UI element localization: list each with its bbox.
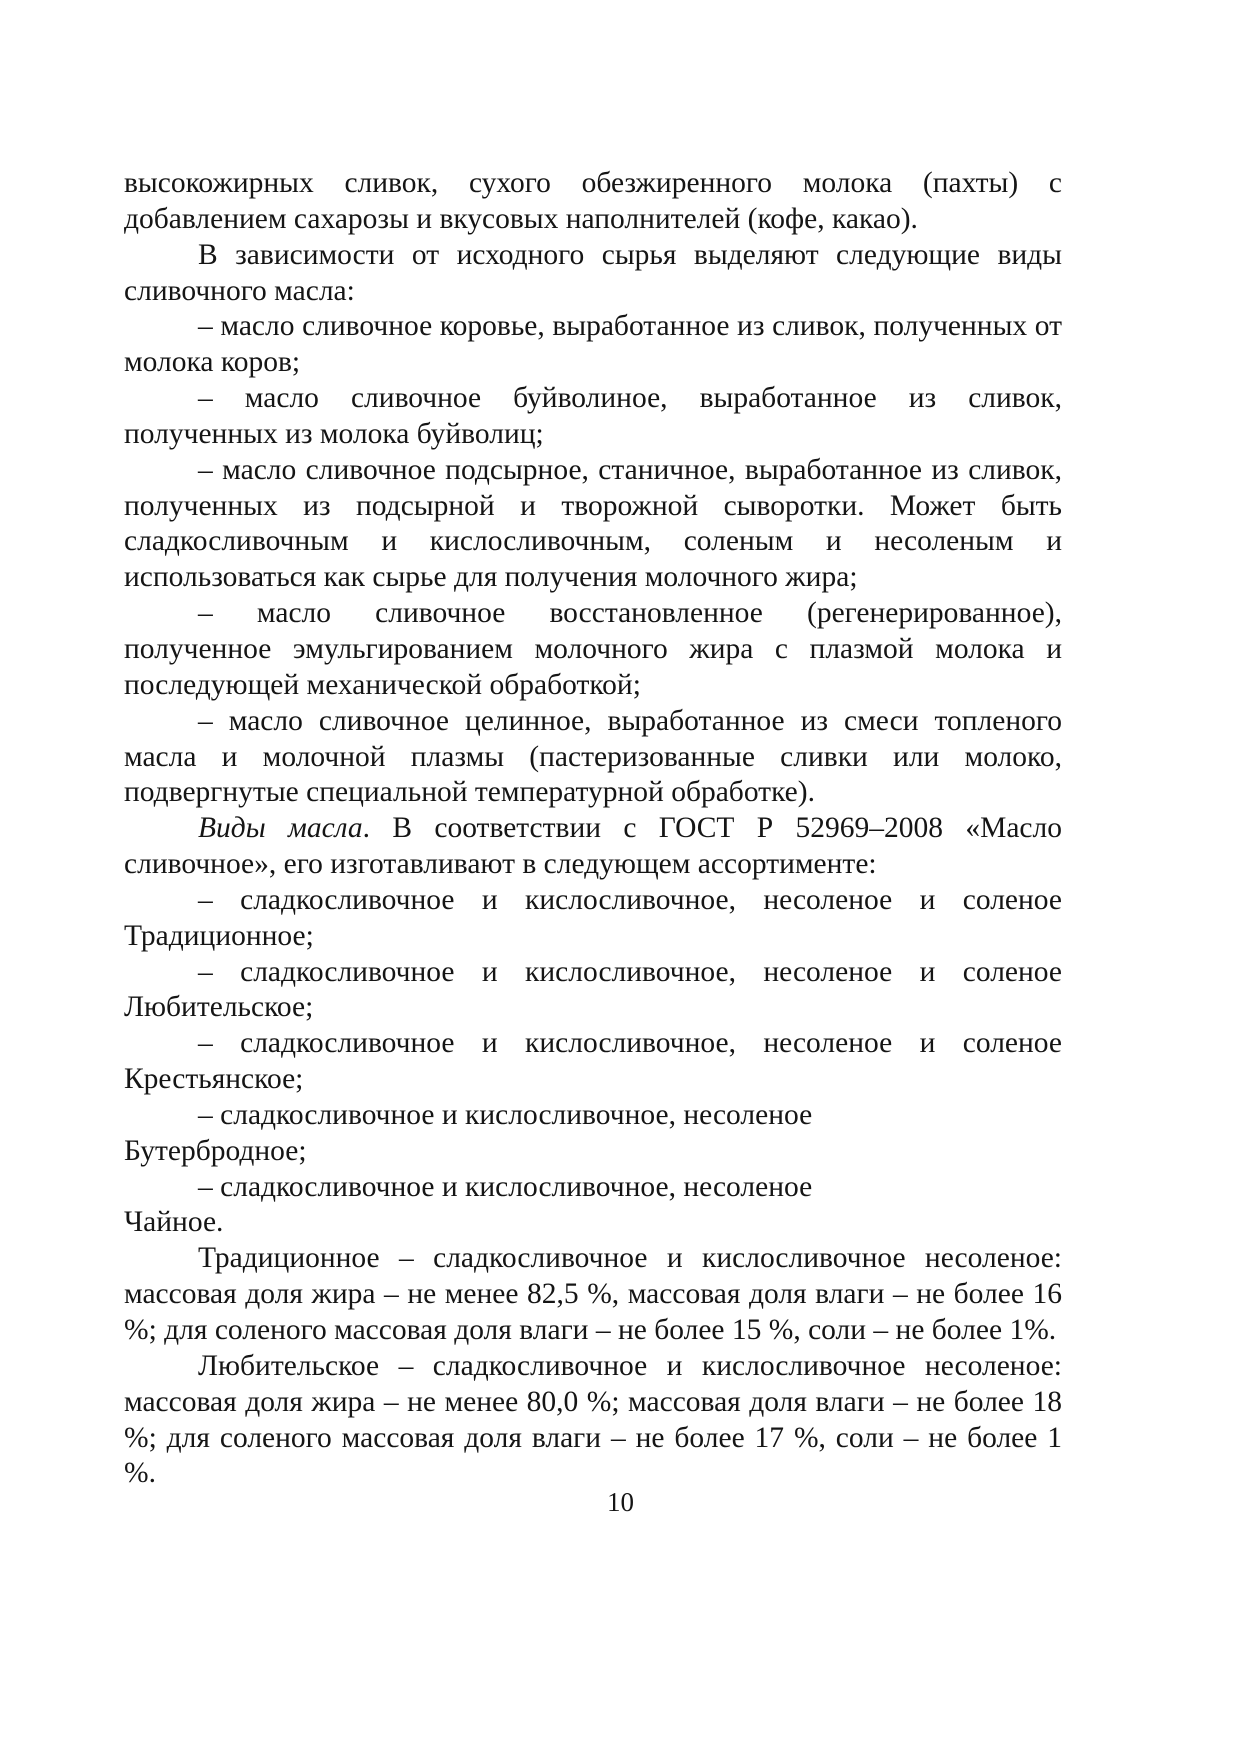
paragraph-lyubitelskoe-specs: Любительское – сладкосливочное и кислосливочное несоленое: массовая доля жира – не менее 80,0 %; массовая доля влаги – не более 18 %; для соленого массовая доля влаги – не более 17 %, соли – не более 1 %. — [124, 1349, 1062, 1490]
italic-lead-term: Виды масла — [198, 812, 363, 845]
list-item-recombined-butter: – масло сливочное восстановленное (регенерированное), полученное эмульгированием молочного жира с плазмой молока и последующей механической обработкой; — [124, 597, 1062, 701]
list-item-chaynoe-line2: Чайное. — [124, 1206, 224, 1239]
list-item-chaynoe-line1: – сладкосливочное и кислосливочное, несоленое — [198, 1170, 813, 1203]
list-item-buterbrodnoe-line2: Бутербродное; — [124, 1134, 307, 1167]
paragraph-continuation: высокожирных сливок, сухого обезжиренного молока (пахты) с добавлением сахарозы и вкусовых наполнителей (кофе, какао). — [124, 167, 1062, 235]
list-item-buterbrodnoe — [124, 1098, 1062, 1170]
paragraph-traditsionnoe-specs: Традиционное – сладкосливочное и кислосливочное несоленое: массовая доля жира – не менее 82,5 %, массовая доля влаги – не более 16 %; для соленого массовая доля влаги – не более 15 %, соли – не более 1%. — [124, 1242, 1062, 1346]
list-item-tselinnoe-butter: – масло сливочное целинное, выработанное из смеси топленого масла и молочной плазмы (пастеризованные сливки или молоко, подвергнутые специальной температурной обработке). — [124, 704, 1062, 809]
list-item-buterbrodnoe-line1: – сладкосливочное и кислосливочное, несоленое — [198, 1098, 813, 1131]
list-item-whey-butter: – масло сливочное подсырное, станичное, выработанное из сливок, полученных из подсырной и творожной сыворотки. Может быть сладкосливочным и кислосливочным, соленым и несоленым и использоваться как сырье для получения молочного жира; — [124, 453, 1062, 594]
list-item-krestyanskoe: – сладкосливочное и кислосливочное, несоленое и соленое Крестьянское; — [124, 1027, 1062, 1096]
list-item-buffalo-butter: – масло сливочное буйволиное, выработанное из сливок, полученных из молока буйволиц; — [124, 382, 1062, 450]
list-item-lyubitelskoe: – сладкосливочное и кислосливочное, несоленое и соленое Любительское; — [124, 955, 1062, 1024]
list-item-cow-butter: – масло сливочное коровье, выработанное из сливок, полученных от молока коров; — [124, 310, 1062, 379]
page-number: 10 — [607, 1487, 634, 1517]
list-item-traditsionnoe: – сладкосливочное и кислосливочное, несоленое и соленое Традиционное; — [124, 883, 1062, 952]
list-item-chaynoe — [124, 1170, 1062, 1242]
body-text — [124, 166, 1062, 1492]
paragraph-gost-assortment — [124, 811, 1062, 883]
paragraph-gost-assortment-text: . В соответствии с ГОСТ Р 52969–2008 «Масло сливочное», его изготавливают в следующем ассортименте: — [124, 812, 1062, 881]
paragraph-butter-types-intro: В зависимости от исходного сырья выделяют следующие виды сливочного масла: — [124, 238, 1062, 307]
